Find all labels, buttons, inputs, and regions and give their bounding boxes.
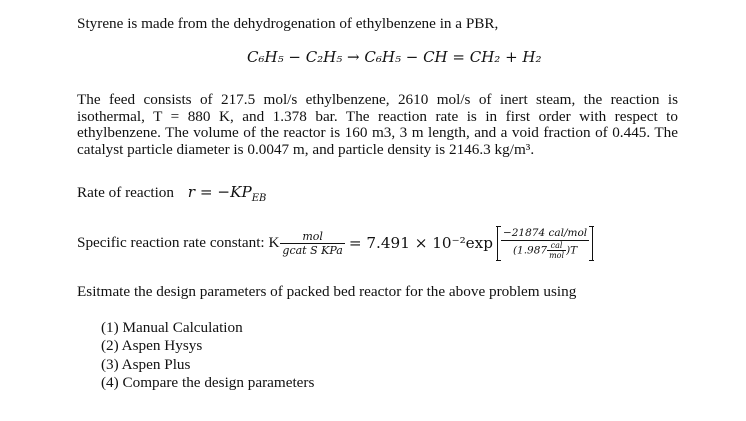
list-item: (4) Compare the design parameters <box>101 373 315 391</box>
list-item: (3) Aspen Plus <box>101 355 191 373</box>
list-item: (2) Aspen Hysys <box>101 337 203 355</box>
method-list <box>101 319 314 392</box>
rate-of-reaction <box>77 183 266 208</box>
exponent-fraction: −21874 cal/mol (1.987 $\frac{\text{cal}}{\text{mol}}$ )T <box>502 226 588 260</box>
exponent-bracket <box>497 226 593 261</box>
list-item: (1) Manual Calculation <box>101 319 243 336</box>
intro-text: Styrene is made from the dehydrogenation of ethylbenzene in a PBR, <box>77 15 499 32</box>
rate-constant-unit: $\frac{\text{mol}}{\text{gcat S KPa}}$ <box>282 229 343 257</box>
rate-constant-label: Specific reaction rate constant: K <box>77 234 280 251</box>
task-text: Esitmate the design parameters of packed bed reactor for the above problem using <box>77 283 577 300</box>
rate-constant-row <box>77 220 593 266</box>
rate-expression: $r = -KP_{EB}$ <box>187 183 267 205</box>
rate-constant-value: = 7.491 × 10⁻²exp <box>348 234 493 252</box>
problem-paragraph: The feed consists of 217.5 mol/s ethylbenzene, 2610 mol/s of inert steam, the reaction is isothermal, T = 880 K, and 1.378 bar. The reaction rate is in first order with respect to ethylbenzene. The volume of the reactor is 160 m3, 3 m length, and a void fraction of 0.445. The catalyst particle diameter is 0.0047 m, and particle density is 2146.3 kg/m³. <box>77 91 678 158</box>
reaction-equation: C₆H₅ − C₂H₅ → C₆H₅ − CH = CH₂ + H₂ <box>247 48 542 66</box>
rate-label: Rate of reaction <box>77 184 174 201</box>
